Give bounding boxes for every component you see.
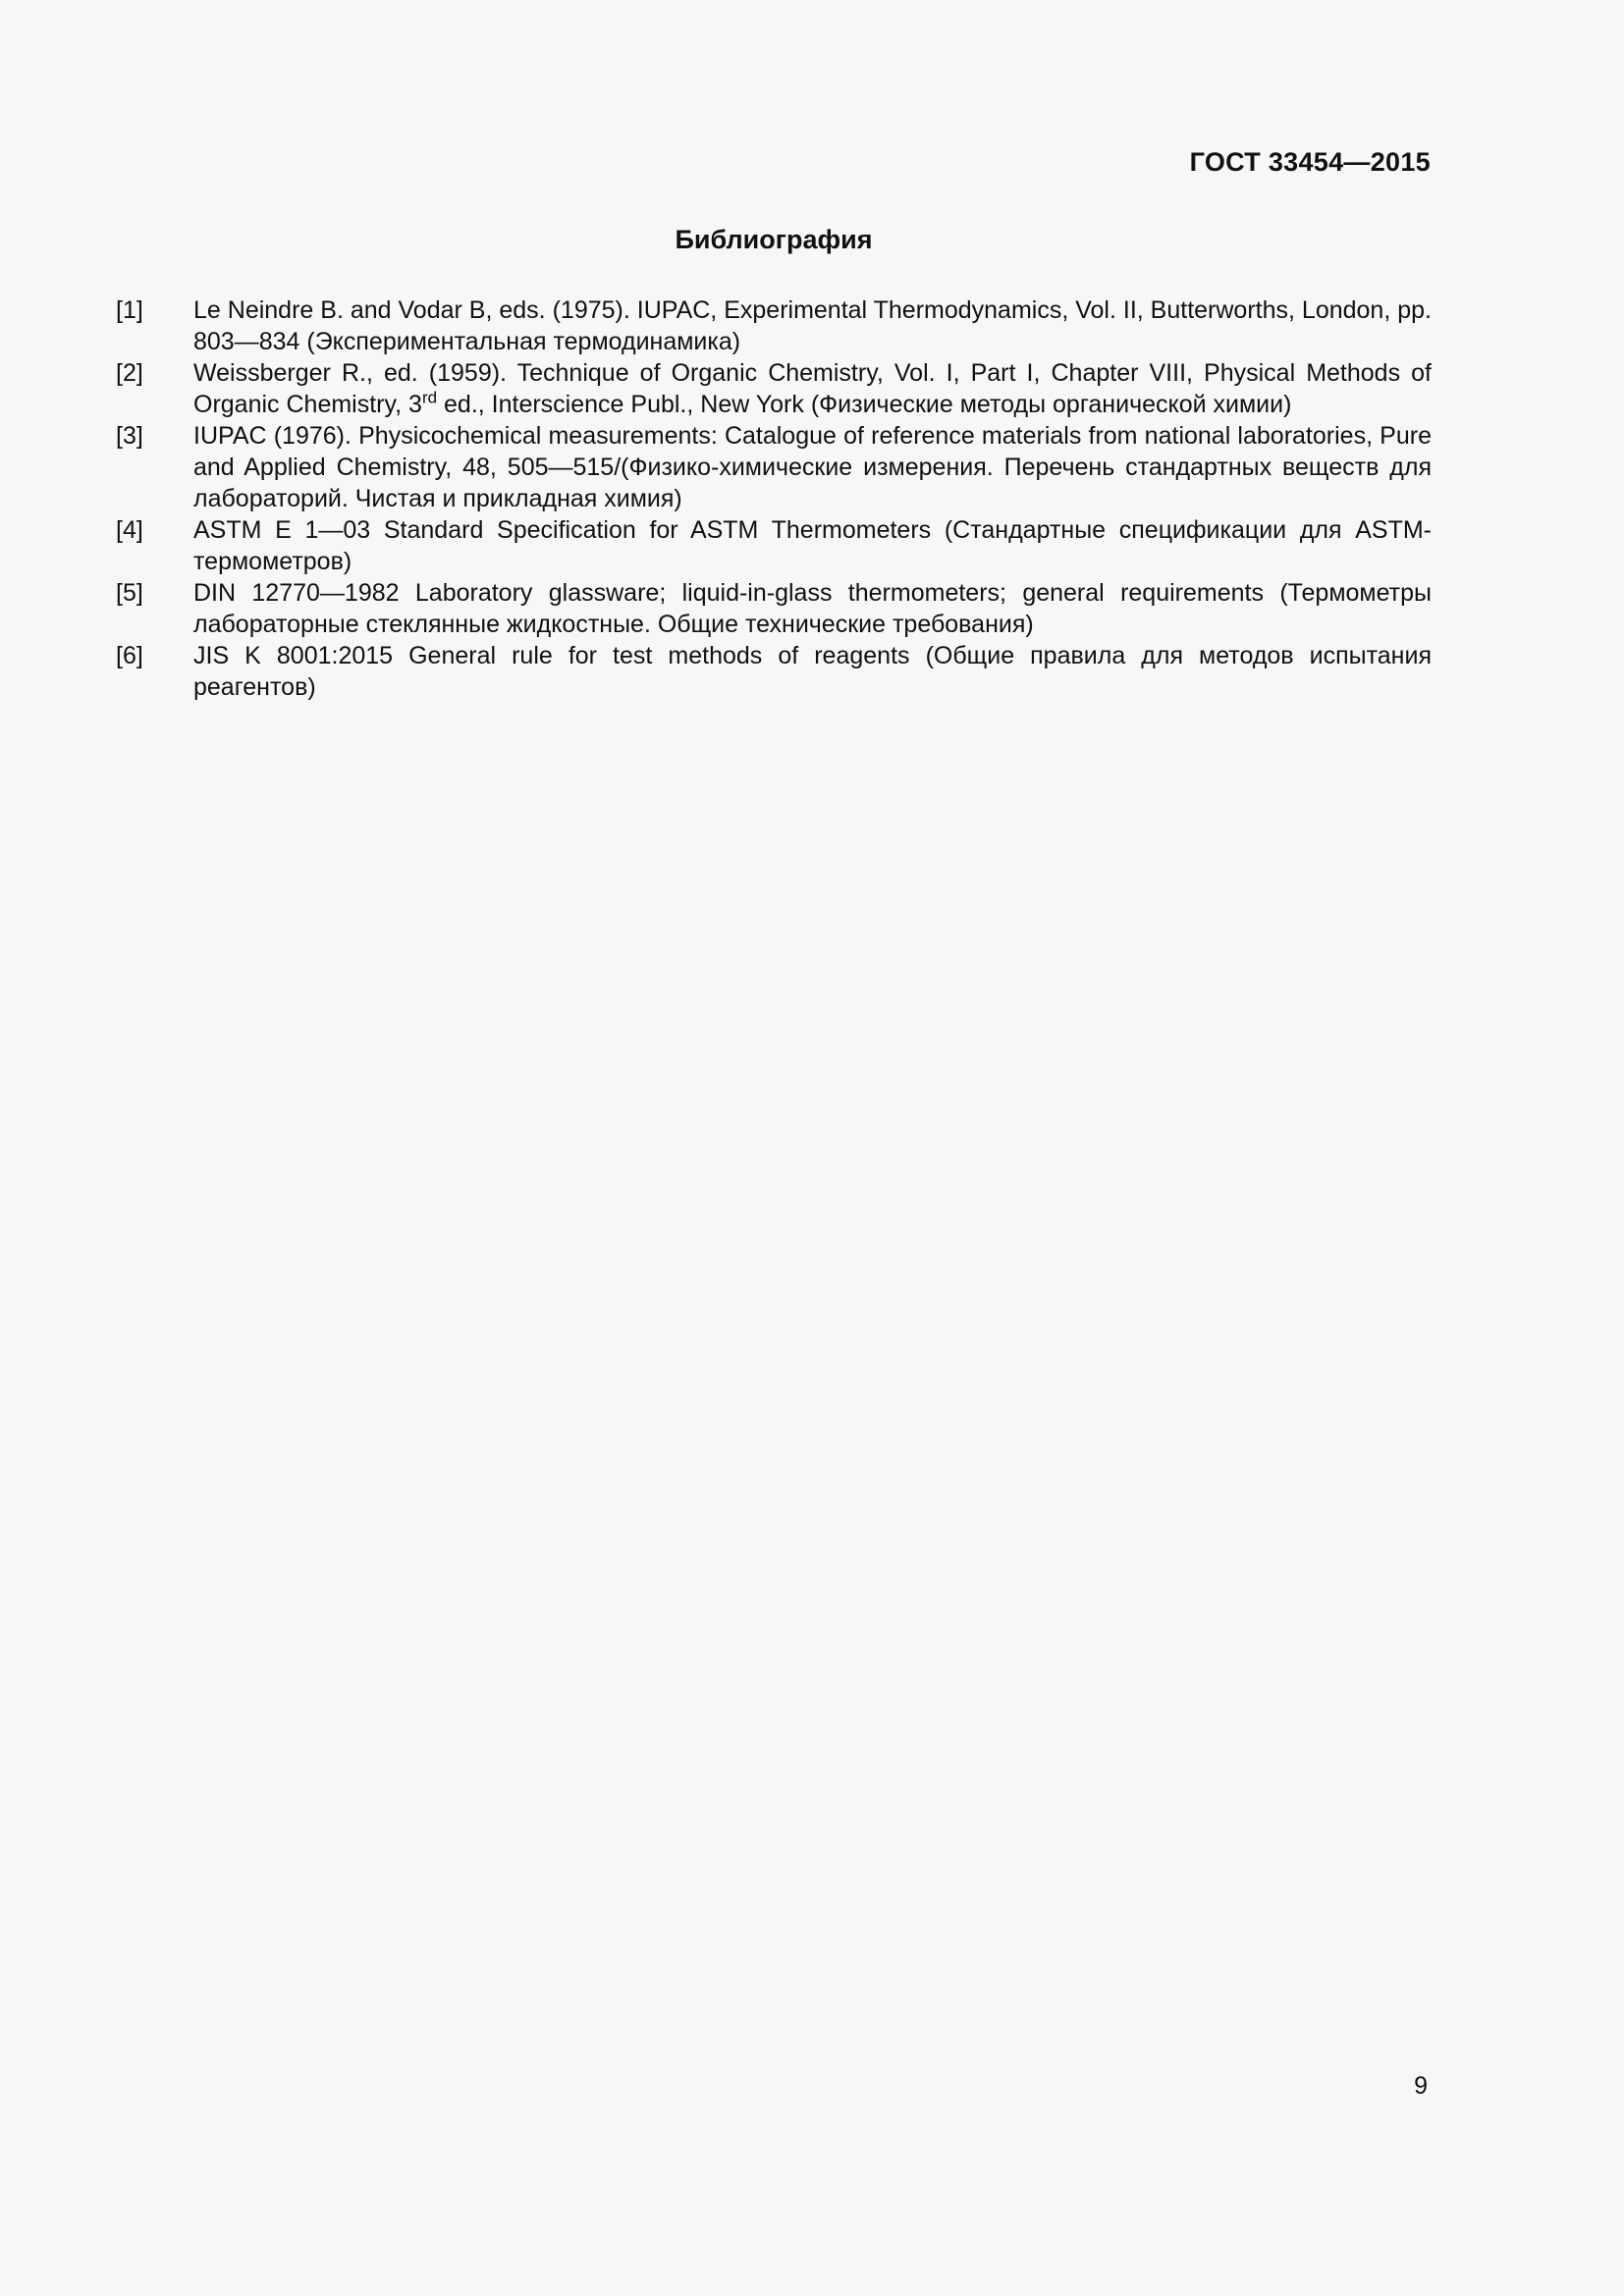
bibliography-entry (116, 294, 1432, 357)
entry-number: [2] (116, 359, 143, 387)
page-number: 9 (1414, 2072, 1428, 2100)
bibliography-entry (116, 420, 1432, 514)
entry-number: [5] (116, 579, 143, 607)
entry-number: [4] (116, 516, 143, 544)
document-code: ГОСТ 33454—2015 (1189, 147, 1431, 177)
bibliography-entry (116, 640, 1432, 703)
bibliography-entry (116, 514, 1432, 577)
entry-number: [6] (116, 642, 143, 669)
entry-text: DIN 12770—1982 Laboratory glassware; liquid-in-glass thermometers; general requirements (Термометры лабораторные стеклянные жидкостные. Общие технические требования) (193, 579, 1432, 638)
entry-number: [3] (116, 422, 143, 450)
entry-number: [1] (116, 296, 143, 324)
entry-text: ASTM E 1—03 Standard Specification for ASTM Thermometers (Стандартные спецификации для ASTM-термометров) (193, 516, 1432, 575)
entry-text (193, 357, 1432, 420)
bibliography-entry (116, 357, 1432, 420)
entry-text-part: ed., Interscience Publ., New York (Физические методы органической химии) (437, 391, 1292, 418)
bibliography-list (116, 294, 1432, 703)
entry-text: Le Neindre B. and Vodar B, eds. (1975). IUPAC, Experimental Thermodynamics, Vol. II, Butterworths, London, pp. 803—834 (Экспериментальная термодинамика) (193, 296, 1432, 355)
ordinal-superscript: rd (421, 388, 438, 407)
section-title: Библиография (675, 225, 873, 254)
entry-text: IUPAC (1976). Physicochemical measurements: Catalogue of reference materials from national laboratories, Pure and Applied Chemistry, 48, 505—515/(Физико-химические измерения. Перечень стандартных веществ для лабораторий. Чистая и прикладная химия) (193, 422, 1432, 512)
bibliography-entry (116, 577, 1432, 640)
entry-text-part: Weissberger R., ed. (1959). Technique of Organic Chemistry, Vol. I, Part I, Chapter VIII, Physical Methods of Organic Chemistry, 3 (193, 359, 1432, 418)
entry-text: JIS K 8001:2015 General rule for test methods of reagents (Общие правила для методов испытания реагентов) (193, 642, 1432, 701)
